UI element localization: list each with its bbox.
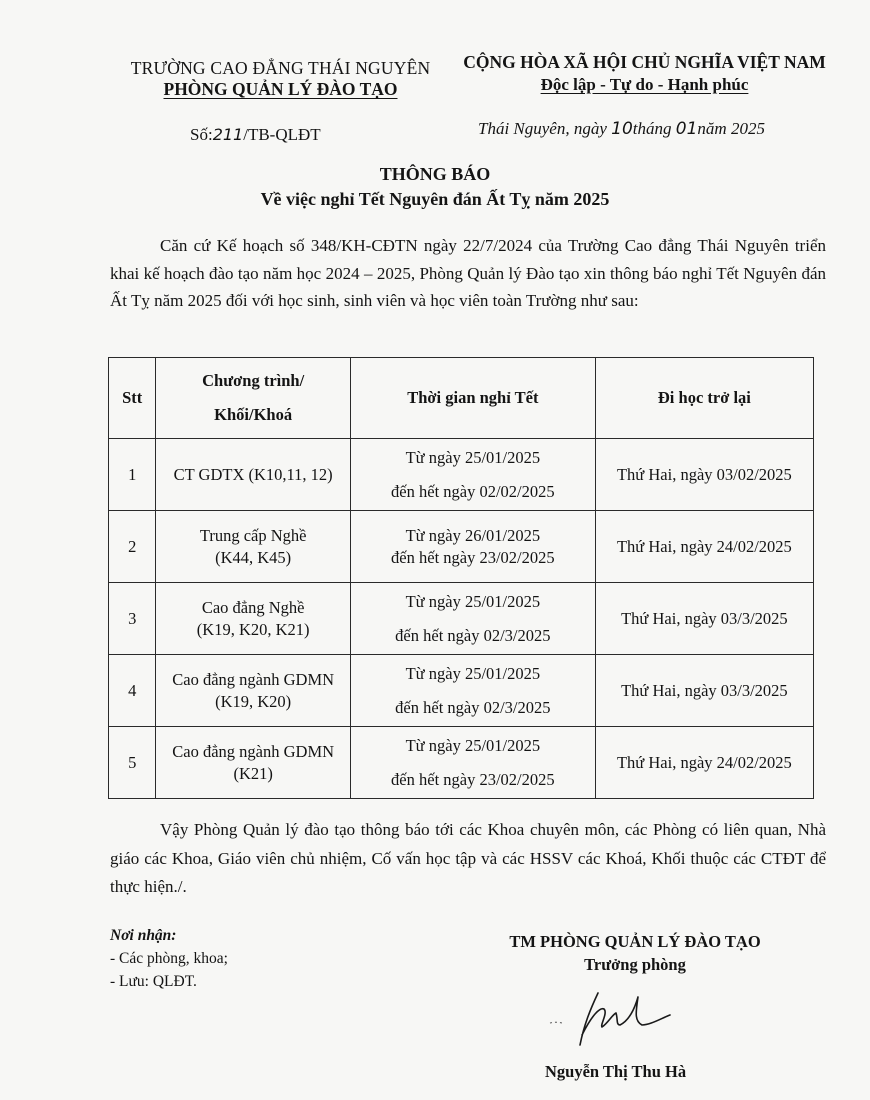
table-row	[109, 655, 814, 727]
handwritten-signature-icon	[520, 985, 700, 1055]
period-from: Từ ngày 26/01/2025	[405, 525, 541, 545]
program-line2: (K19, K20)	[215, 691, 292, 711]
recipients-label: Nơi nhận:	[110, 927, 177, 944]
table-row	[109, 511, 814, 583]
program-line1: Trung cấp Nghề	[199, 525, 307, 545]
signature-block	[470, 932, 800, 975]
school-name: TRƯỜNG CAO ĐẲNG THÁI NGUYÊN	[130, 58, 431, 78]
document-number-handwritten: 211	[212, 125, 244, 144]
date-year: năm 2025	[697, 119, 765, 138]
date-month-label: tháng	[632, 119, 676, 138]
period-to: đến hết ngày 02/3/2025	[395, 697, 551, 717]
program-line1: Cao đẳng Nghề	[201, 597, 305, 617]
document-subtitle: Về việc nghỉ Tết Nguyên đán Ất Tỵ năm 2025	[260, 189, 610, 209]
row-program	[156, 511, 351, 583]
row-stt: 2	[109, 511, 156, 583]
program-line2: (K19, K20, K21)	[196, 619, 310, 639]
row-program: CT GDTX (K10,11, 12)	[156, 439, 351, 511]
country-name: CỘNG HÒA XÃ HỘI CHỦ NGHĨA VIỆT NAM	[463, 52, 826, 72]
department-name: PHÒNG QUẢN LÝ ĐÀO TẠO	[163, 79, 398, 99]
program-line2: (K44, K45)	[215, 547, 292, 567]
row-stt: 3	[109, 583, 156, 655]
period-from: Từ ngày 25/01/2025	[405, 591, 541, 611]
date-place: Thái Nguyên, ngày	[478, 119, 612, 138]
program-line1: Cao đẳng ngành GDMN	[172, 741, 335, 761]
row-period	[350, 655, 595, 727]
row-period	[350, 583, 595, 655]
signer-name: Nguyễn Thị Thu Hà	[545, 1062, 687, 1081]
period-to: đến hết ngày 23/02/2025	[391, 547, 555, 567]
row-stt: 5	[109, 727, 156, 799]
header-program-line1: Chương trình/	[202, 371, 305, 390]
header-stt: Stt	[109, 358, 156, 439]
closing-paragraph: Vậy Phòng Quản lý đào tạo thông báo tới các Khoa chuyên môn, các Phòng có liên quan, Nhà giáo các Khoa, Giáo viên chủ nhiệm, Cố vấn học tập và các HSSV các Khoá, Khối thuộc các CTĐT để thực hiện./.	[110, 820, 826, 896]
header-return: Đi học trở lại	[595, 358, 813, 439]
row-return: Thứ Hai, ngày 24/02/2025	[595, 511, 813, 583]
document-number-suffix: /TB-QLĐT	[243, 125, 321, 144]
row-return: Thứ Hai, ngày 24/02/2025	[595, 727, 813, 799]
date-day: 10	[611, 119, 633, 139]
row-program	[156, 655, 351, 727]
signature-title: Trưởng phòng	[584, 955, 686, 974]
header-period: Thời gian nghỉ Tết	[350, 358, 595, 439]
table-header-row	[109, 358, 814, 439]
row-stt: 1	[109, 439, 156, 511]
intro-paragraph: Căn cứ Kế hoạch số 348/KH-CĐTN ngày 22/7/2024 của Trường Cao đẳng Thái Nguyên triển khai kế hoạch đào tạo năm học 2024 – 2025, Phòng Quản lý Đào tạo xin thông báo nghỉ Tết Nguyên đán Ất Tỵ năm 2025 đối với học sinh, sinh viên và học viên toàn Trường như sau:	[110, 236, 826, 310]
motto: Độc lập - Tự do - Hạnh phúc	[540, 75, 749, 94]
document-title: THÔNG BÁO	[379, 164, 491, 184]
row-return: Thứ Hai, ngày 03/3/2025	[595, 583, 813, 655]
period-from: Từ ngày 25/01/2025	[405, 447, 541, 467]
row-program	[156, 583, 351, 655]
recipient-item: - Các phòng, khoa;	[110, 950, 228, 967]
program-line2: (K21)	[233, 763, 273, 783]
row-period	[350, 727, 595, 799]
period-to: đến hết ngày 02/02/2025	[391, 481, 555, 501]
table-row	[109, 439, 814, 511]
program-line1: Cao đẳng ngành GDMN	[172, 669, 335, 689]
signature-authority: TM PHÒNG QUẢN LÝ ĐÀO TẠO	[509, 932, 761, 951]
national-header	[452, 52, 837, 95]
period-from: Từ ngày 25/01/2025	[405, 663, 541, 683]
recipients-block	[110, 924, 228, 993]
table-row	[109, 583, 814, 655]
row-program	[156, 727, 351, 799]
period-to: đến hết ngày 23/02/2025	[391, 769, 555, 789]
table-row	[109, 727, 814, 799]
header-program	[156, 358, 351, 439]
date-line	[478, 119, 765, 139]
header-program-line2: Khối/Khoá	[214, 405, 293, 424]
holiday-schedule-table	[108, 357, 814, 799]
period-from: Từ ngày 25/01/2025	[405, 735, 541, 755]
row-period	[350, 511, 595, 583]
row-return: Thứ Hai, ngày 03/3/2025	[595, 655, 813, 727]
row-return: Thứ Hai, ngày 03/02/2025	[595, 439, 813, 511]
document-number	[190, 125, 321, 145]
row-period	[350, 439, 595, 511]
recipient-item: - Lưu: QLĐT.	[110, 973, 197, 990]
period-to: đến hết ngày 02/3/2025	[395, 625, 551, 645]
date-month: 01	[675, 119, 698, 139]
document-number-prefix: Số:	[190, 125, 213, 144]
issuing-organization	[108, 58, 453, 100]
row-stt: 4	[109, 655, 156, 727]
